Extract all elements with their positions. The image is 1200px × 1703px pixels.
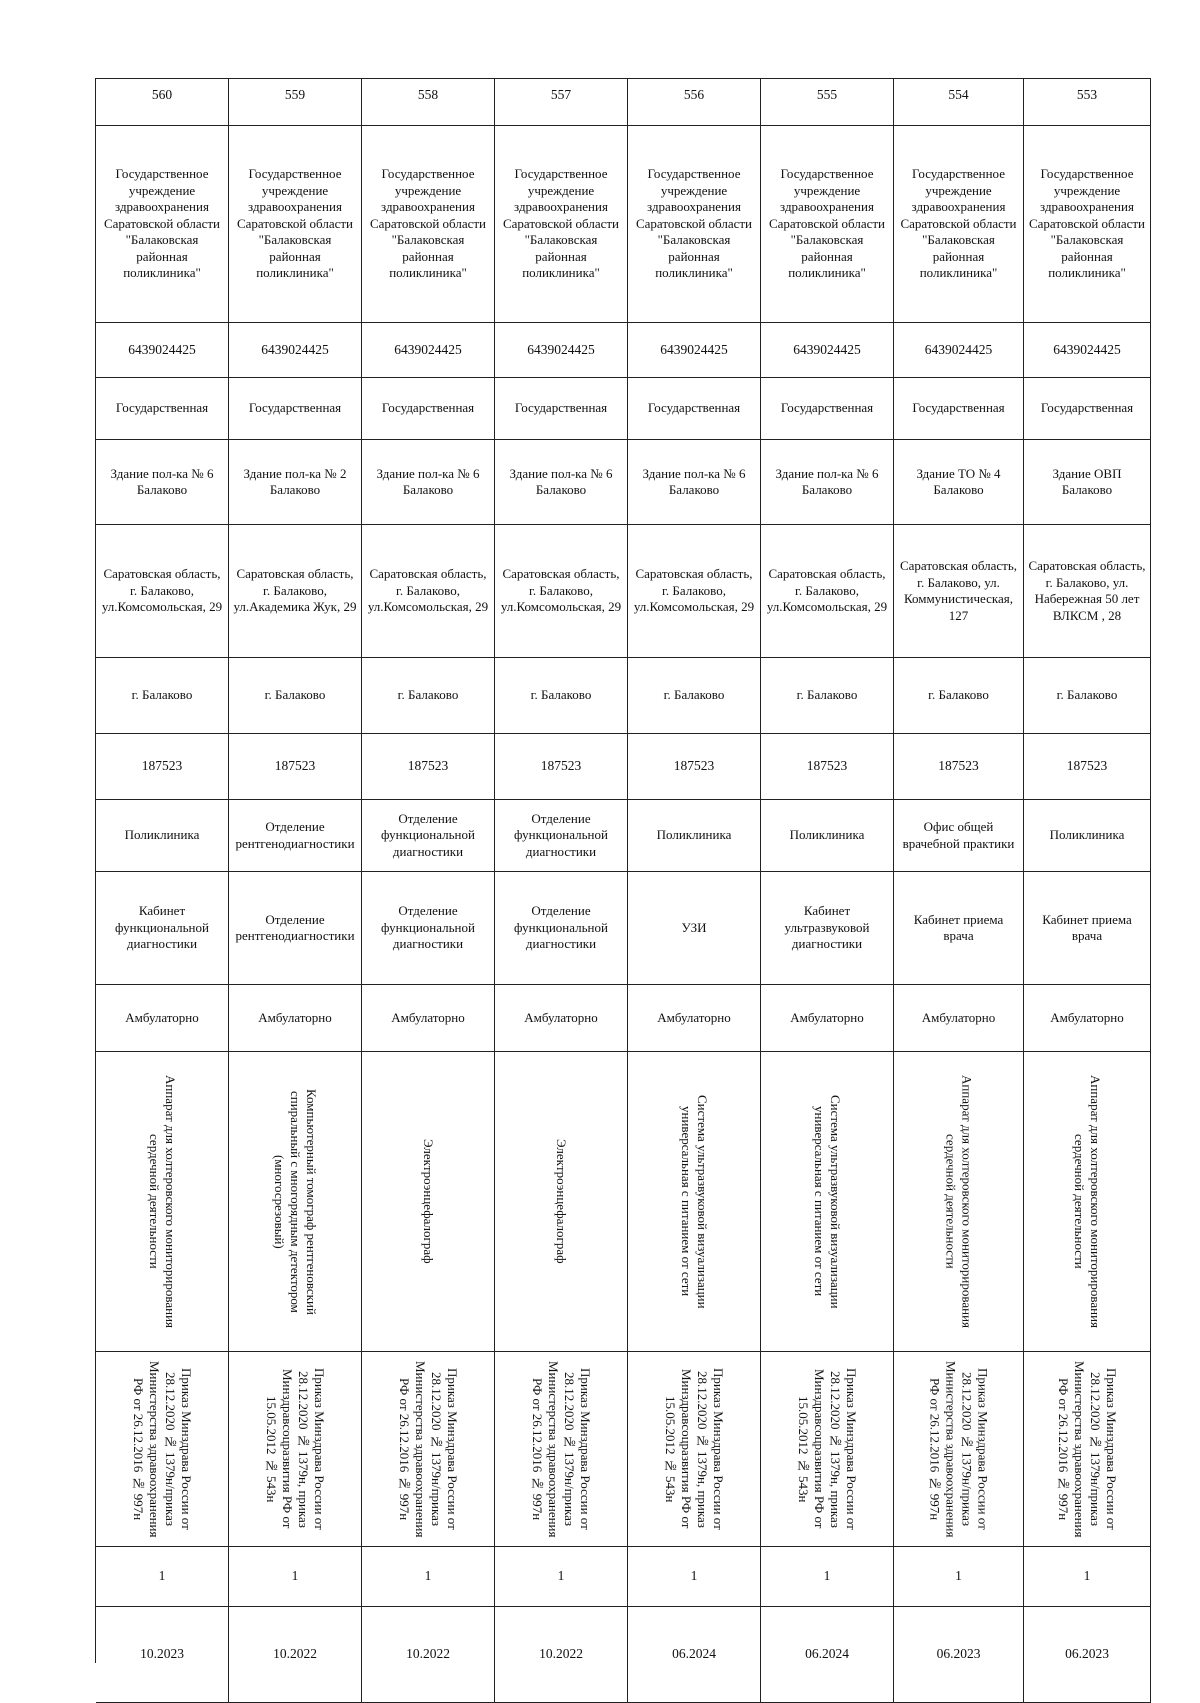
address: Саратовская область, г. Балаково, ул.Комсомольская, 29 — [633, 566, 755, 615]
cell-quantity — [229, 1547, 362, 1607]
equipment-name: Электроэнцефалограф — [421, 1139, 436, 1264]
organization-name: Государственное учреждение здравоохранения Саратовской области "Балаковская районная поликлиника" — [236, 166, 354, 281]
ownership-type: Государственная — [115, 400, 209, 416]
service-mode: Амбулаторно — [1050, 1009, 1124, 1025]
room-name: Отделение функциональной диагностики — [381, 903, 475, 952]
cell-regulation-order — [495, 1352, 628, 1547]
cell-unit-name — [1024, 800, 1151, 872]
date-value: 06.2024 — [672, 1646, 716, 1662]
cell-record-number — [761, 79, 894, 126]
cell-address — [495, 525, 628, 658]
city: г. Балаково — [131, 687, 193, 703]
ownership-type: Государственная — [912, 400, 1005, 416]
address: Саратовская область, г. Балаково, ул.Академика Жук, 29 — [233, 566, 357, 615]
quantity: 1 — [955, 1568, 962, 1584]
cell-city — [96, 658, 229, 734]
cell-code-value — [761, 734, 894, 800]
cell-equipment-name — [229, 1052, 362, 1352]
regulation-order: Приказ Минздрава России от 28.12.2020 № 1379н, приказ Минздравсоцразвития РФ от 15.05.2012 № 543н — [796, 1368, 859, 1530]
address: Саратовская область, г. Балаково, ул. Коммунистическая, 127 — [899, 558, 1017, 623]
quantity: 1 — [158, 1568, 166, 1584]
cell-city — [894, 658, 1024, 734]
cell-equipment-name — [495, 1052, 628, 1352]
unit-name: Отделение функциональной диагностики — [514, 810, 608, 859]
cell-record-number — [628, 79, 761, 126]
cell-ownership-type — [495, 378, 628, 440]
cell-quantity — [628, 1547, 761, 1607]
inn-value: 6439024425 — [660, 341, 728, 357]
address: Саратовская область, г. Балаково, ул.Комсомольская, 29 — [766, 566, 888, 615]
unit-name: Поликлиника — [656, 827, 732, 843]
quantity: 1 — [291, 1568, 299, 1584]
code-value: 187523 — [407, 758, 449, 774]
record-number: 556 — [683, 87, 705, 102]
cell-unit-name — [96, 800, 229, 872]
organization-name: Государственное учреждение здравоохранения Саратовской области "Балаковская районная поликлиника" — [1028, 166, 1146, 281]
cell-unit-name — [362, 800, 495, 872]
cell-building-name — [761, 440, 894, 525]
code-value: 187523 — [673, 758, 715, 774]
building-name: Здание пол-ка № 6 Балаково — [110, 465, 214, 497]
cell-code-value — [894, 734, 1024, 800]
building-name: Здание пол-ка № 6 Балаково — [376, 465, 480, 497]
cell-code-value — [362, 734, 495, 800]
cell-room-name — [96, 872, 229, 985]
cell-date-value — [761, 1607, 894, 1703]
building-name: Здание пол-ка № 6 Балаково — [775, 465, 879, 497]
cell-room-name — [495, 872, 628, 985]
ownership-type: Государственная — [248, 400, 342, 416]
inn-value: 6439024425 — [394, 341, 462, 357]
quantity: 1 — [1083, 1568, 1091, 1584]
service-mode: Амбулаторно — [790, 1009, 864, 1025]
cell-date-value — [628, 1607, 761, 1703]
inn-value: 6439024425 — [924, 341, 993, 357]
room-name: Отделение функциональной диагностики — [514, 903, 608, 952]
cell-address — [362, 525, 495, 658]
cell-room-name — [761, 872, 894, 985]
unit-name: Отделение функциональной диагностики — [381, 810, 475, 859]
city: г. Балаково — [928, 687, 989, 703]
cell-equipment-name — [894, 1052, 1024, 1352]
cell-inn-value — [495, 323, 628, 378]
cell-service-mode — [495, 985, 628, 1052]
cell-code-value — [229, 734, 362, 800]
service-mode: Амбулаторно — [524, 1009, 598, 1025]
cell-regulation-order — [761, 1352, 894, 1547]
ownership-type: Государственная — [1040, 400, 1134, 416]
cell-unit-name — [495, 800, 628, 872]
cell-unit-name — [628, 800, 761, 872]
cell-unit-name — [229, 800, 362, 872]
quantity: 1 — [823, 1568, 831, 1584]
cell-inn-value — [96, 323, 229, 378]
city: г. Балаково — [1056, 687, 1118, 703]
cell-organization-name — [96, 126, 229, 323]
cell-room-name — [628, 872, 761, 985]
unit-name: Поликлиника — [124, 827, 200, 843]
city: г. Балаково — [663, 687, 725, 703]
address: Саратовская область, г. Балаково, ул.Комсомольская, 29 — [500, 566, 622, 615]
cell-record-number — [1024, 79, 1151, 126]
inn-value: 6439024425 — [261, 341, 329, 357]
date-value: 10.2022 — [273, 1646, 317, 1662]
organization-name: Государственное учреждение здравоохранения Саратовской области "Балаковская районная поликлиника" — [502, 166, 620, 281]
cell-building-name — [894, 440, 1024, 525]
service-mode: Амбулаторно — [391, 1009, 465, 1025]
service-mode: Амбулаторно — [258, 1009, 332, 1025]
equipment-table — [95, 78, 1151, 1663]
building-name: Здание ОВП Балаково — [1052, 465, 1122, 497]
cell-record-number — [362, 79, 495, 126]
record-number: 558 — [417, 87, 439, 102]
cell-regulation-order — [894, 1352, 1024, 1547]
date-value: 06.2023 — [1065, 1646, 1109, 1662]
cell-address — [1024, 525, 1151, 658]
record-number: 553 — [1076, 87, 1098, 102]
date-value: 06.2023 — [936, 1646, 981, 1662]
record-number: 554 — [948, 87, 969, 102]
cell-service-mode — [1024, 985, 1151, 1052]
cell-room-name — [362, 872, 495, 985]
record-number: 557 — [550, 87, 572, 102]
equipment-name: Электроэнцефалограф — [554, 1139, 569, 1264]
organization-name: Государственное учреждение здравоохранения Саратовской области "Балаковская районная поликлиника" — [768, 166, 886, 281]
address: Саратовская область, г. Балаково, ул. Набережная 50 лет ВЛКСМ , 28 — [1028, 558, 1146, 623]
date-value: 10.2022 — [539, 1646, 583, 1662]
cell-service-mode — [362, 985, 495, 1052]
cell-ownership-type — [761, 378, 894, 440]
regulation-order: Приказ Минздрава России от 28.12.2020 № 1379н/приказ Министерства здравоохранения РФ от 26.12.2016 № 997н — [530, 1360, 593, 1538]
building-name: Здание пол-ка № 6 Балаково — [642, 465, 746, 497]
regulation-order: Приказ Минздрава России от 28.12.2020 № 1379н, приказ Минздравсоцразвития РФ от 15.05.2012 № 543н — [264, 1368, 327, 1530]
equipment-name: Компьютерный томограф рентгеновский спиральный с многорядным детектором (многосрезовый) — [272, 1088, 319, 1315]
regulation-order: Приказ Минздрава России от 28.12.2020 № 1379н, приказ Минздравсоцразвития РФ от 15.05.2012 № 543н — [663, 1368, 726, 1530]
cell-date-value — [96, 1607, 229, 1703]
cell-address — [628, 525, 761, 658]
cell-regulation-order — [362, 1352, 495, 1547]
unit-name: Отделение рентгенодиагностики — [235, 819, 355, 851]
cell-ownership-type — [894, 378, 1024, 440]
inn-value: 6439024425 — [793, 341, 861, 357]
date-value: 10.2022 — [406, 1646, 450, 1662]
cell-unit-name — [894, 800, 1024, 872]
cell-address — [229, 525, 362, 658]
quantity: 1 — [690, 1568, 698, 1584]
cell-quantity — [761, 1547, 894, 1607]
cell-service-mode — [229, 985, 362, 1052]
equipment-name: Аппарат для холтеровского мониторирования сердечной деятельности — [147, 1074, 178, 1329]
city: г. Балаково — [530, 687, 592, 703]
cell-building-name — [495, 440, 628, 525]
organization-name: Государственное учреждение здравоохранения Саратовской области "Балаковская районная поликлиника" — [635, 166, 753, 281]
cell-organization-name — [628, 126, 761, 323]
cell-record-number — [894, 79, 1024, 126]
cell-regulation-order — [229, 1352, 362, 1547]
cell-city — [229, 658, 362, 734]
equipment-name: Система ультразвуковой визуализации универсальная с питанием от сети — [679, 1094, 710, 1309]
cell-date-value — [229, 1607, 362, 1703]
ownership-type: Государственная — [381, 400, 475, 416]
city: г. Балаково — [796, 687, 858, 703]
room-name: Кабинет функциональной диагностики — [115, 903, 209, 952]
code-value: 187523 — [141, 758, 183, 774]
cell-ownership-type — [96, 378, 229, 440]
cell-inn-value — [628, 323, 761, 378]
room-name: Отделение рентгенодиагностики — [235, 911, 355, 943]
cell-quantity — [894, 1547, 1024, 1607]
cell-equipment-name — [96, 1052, 229, 1352]
organization-name: Государственное учреждение здравоохранения Саратовской области "Балаковская районная поликлиника" — [369, 166, 487, 281]
room-name: Кабинет ультразвуковой диагностики — [784, 903, 870, 952]
regulation-order: Приказ Минздрава России от 28.12.2020 № 1379н/приказ Министерства здравоохранения РФ от 26.12.2016 № 997н — [131, 1360, 194, 1538]
cell-code-value — [96, 734, 229, 800]
cell-ownership-type — [1024, 378, 1151, 440]
ownership-type: Государственная — [780, 400, 874, 416]
cell-city — [628, 658, 761, 734]
building-name: Здание ТО № 4 Балаково — [916, 465, 1001, 497]
cell-building-name — [229, 440, 362, 525]
equipment-name: Аппарат для холтеровского мониторирования сердечной деятельности — [943, 1074, 975, 1329]
cell-room-name — [894, 872, 1024, 985]
cell-ownership-type — [229, 378, 362, 440]
unit-name: Офис общей врачебной практики — [902, 819, 1015, 851]
quantity: 1 — [557, 1568, 565, 1584]
cell-inn-value — [894, 323, 1024, 378]
record-number: 560 — [151, 87, 173, 102]
cell-address — [894, 525, 1024, 658]
city: г. Балаково — [397, 687, 459, 703]
regulation-order: Приказ Минздрава России от 28.12.2020 № 1379н/приказ Министерства здравоохранения РФ от 26.12.2016 № 997н — [1056, 1360, 1119, 1538]
cell-service-mode — [628, 985, 761, 1052]
regulation-order: Приказ Минздрава России от 28.12.2020 № 1379н/приказ Министерства здравоохранения РФ от 26.12.2016 № 997н — [397, 1360, 460, 1538]
room-name: УЗИ — [681, 919, 707, 935]
cell-inn-value — [362, 323, 495, 378]
cell-city — [761, 658, 894, 734]
organization-name: Государственное учреждение здравоохранения Саратовской области "Балаковская районная поликлиника" — [900, 166, 1017, 281]
ownership-type: Государственная — [514, 400, 608, 416]
cell-address — [96, 525, 229, 658]
cell-ownership-type — [362, 378, 495, 440]
cell-city — [495, 658, 628, 734]
cell-regulation-order — [628, 1352, 761, 1547]
cell-equipment-name — [628, 1052, 761, 1352]
inn-value: 6439024425 — [527, 341, 595, 357]
cell-quantity — [362, 1547, 495, 1607]
cell-date-value — [894, 1607, 1024, 1703]
equipment-name: Система ультразвуковой визуализации универсальная с питанием от сети — [812, 1094, 843, 1309]
inn-value: 6439024425 — [128, 341, 196, 357]
cell-code-value — [628, 734, 761, 800]
room-name: Кабинет приема врача — [1042, 911, 1132, 943]
cell-date-value — [495, 1607, 628, 1703]
cell-record-number — [229, 79, 362, 126]
code-value: 187523 — [540, 758, 582, 774]
cell-ownership-type — [628, 378, 761, 440]
cell-service-mode — [894, 985, 1024, 1052]
address: Саратовская область, г. Балаково, ул.Комсомольская, 29 — [101, 566, 223, 615]
code-value: 187523 — [274, 758, 316, 774]
ownership-type: Государственная — [647, 400, 741, 416]
cell-organization-name — [495, 126, 628, 323]
cell-building-name — [362, 440, 495, 525]
code-value: 187523 — [938, 758, 979, 774]
equipment-name: Аппарат для холтеровского мониторирования сердечной деятельности — [1072, 1074, 1103, 1329]
date-value: 06.2024 — [805, 1646, 849, 1662]
cell-city — [362, 658, 495, 734]
unit-name: Поликлиника — [1049, 827, 1125, 843]
cell-equipment-name — [1024, 1052, 1151, 1352]
cell-quantity — [1024, 1547, 1151, 1607]
cell-organization-name — [229, 126, 362, 323]
cell-date-value — [362, 1607, 495, 1703]
quantity: 1 — [424, 1568, 432, 1584]
cell-equipment-name — [761, 1052, 894, 1352]
service-mode: Амбулаторно — [921, 1009, 996, 1025]
cell-equipment-name — [362, 1052, 495, 1352]
cell-service-mode — [761, 985, 894, 1052]
cell-inn-value — [1024, 323, 1151, 378]
cell-building-name — [1024, 440, 1151, 525]
service-mode: Амбулаторно — [125, 1009, 199, 1025]
building-name: Здание пол-ка № 2 Балаково — [243, 465, 347, 497]
cell-building-name — [628, 440, 761, 525]
cell-room-name — [229, 872, 362, 985]
building-name: Здание пол-ка № 6 Балаково — [509, 465, 613, 497]
cell-quantity — [495, 1547, 628, 1607]
cell-service-mode — [96, 985, 229, 1052]
cell-inn-value — [761, 323, 894, 378]
date-value: 10.2023 — [140, 1646, 184, 1662]
cell-inn-value — [229, 323, 362, 378]
organization-name: Государственное учреждение здравоохранения Саратовской области "Балаковская районная поликлиника" — [103, 166, 221, 281]
cell-organization-name — [894, 126, 1024, 323]
cell-regulation-order — [96, 1352, 229, 1547]
cell-code-value — [1024, 734, 1151, 800]
cell-unit-name — [761, 800, 894, 872]
address: Саратовская область, г. Балаково, ул.Комсомольская, 29 — [367, 566, 489, 615]
cell-room-name — [1024, 872, 1151, 985]
cell-code-value — [495, 734, 628, 800]
room-name: Кабинет приема врача — [913, 911, 1004, 943]
record-number: 559 — [284, 87, 306, 102]
cell-building-name — [96, 440, 229, 525]
inn-value: 6439024425 — [1053, 341, 1121, 357]
cell-organization-name — [761, 126, 894, 323]
cell-quantity — [96, 1547, 229, 1607]
code-value: 187523 — [1066, 758, 1108, 774]
cell-organization-name — [1024, 126, 1151, 323]
cell-organization-name — [362, 126, 495, 323]
unit-name: Поликлиника — [789, 827, 865, 843]
cell-regulation-order — [1024, 1352, 1151, 1547]
record-number: 555 — [816, 87, 838, 102]
cell-record-number — [495, 79, 628, 126]
code-value: 187523 — [806, 758, 848, 774]
cell-city — [1024, 658, 1151, 734]
cell-date-value — [1024, 1607, 1151, 1703]
regulation-order: Приказ Минздрава России от 28.12.2020 № 1379н/приказ Министерства здравоохранения РФ от 26.12.2016 № 997н — [927, 1360, 991, 1538]
cell-address — [761, 525, 894, 658]
city: г. Балаково — [264, 687, 326, 703]
cell-record-number — [96, 79, 229, 126]
service-mode: Амбулаторно — [657, 1009, 731, 1025]
